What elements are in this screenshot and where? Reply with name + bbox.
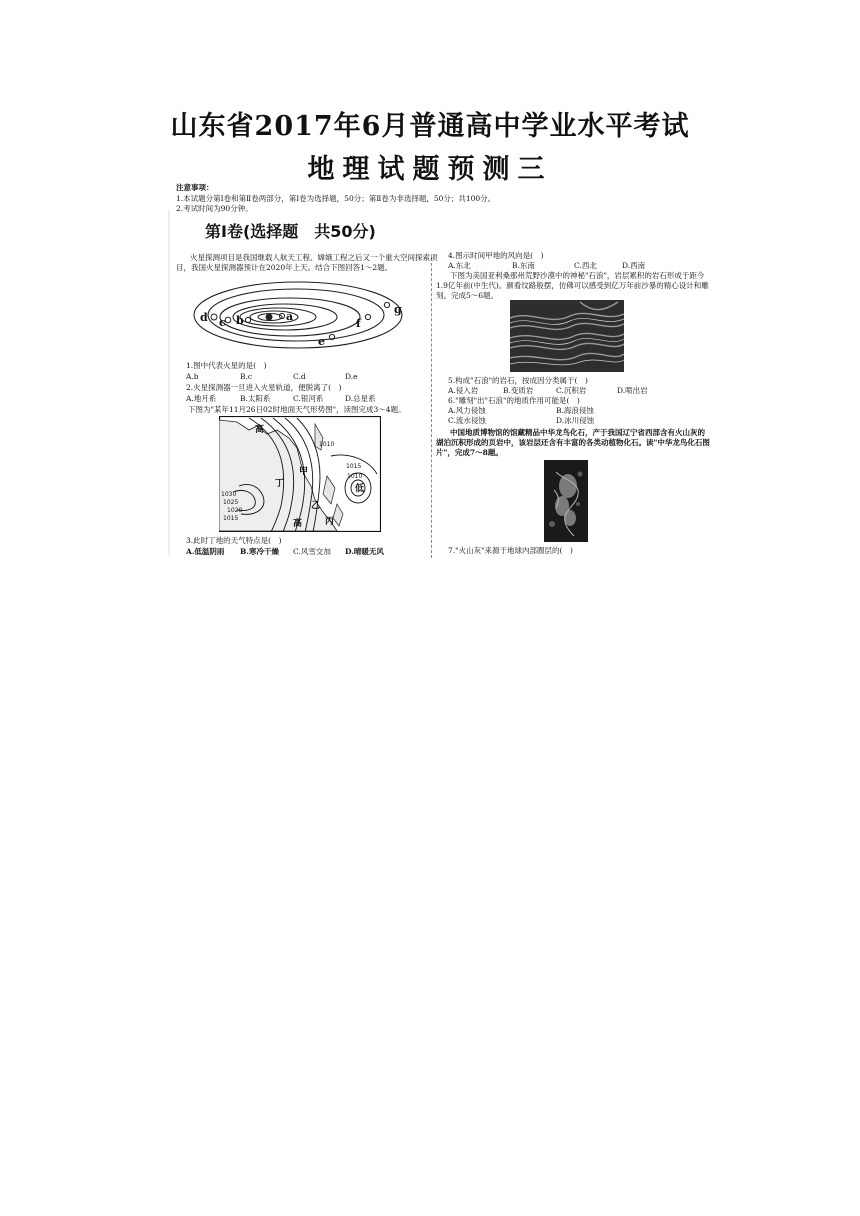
orbit-label-c: c <box>219 316 226 329</box>
stone-wave-photo <box>510 300 624 372</box>
q1-option-c: C.d <box>293 372 306 381</box>
isobar-1015-east: 1015 <box>346 463 362 470</box>
question-5: 5.构成"石浪"的岩石，按成因分类属于( ) <box>448 376 588 385</box>
orbit-label-e: e <box>318 335 325 348</box>
q4-option-c: C.西北 <box>574 261 597 270</box>
q3-option-d: D.晴暖无风 <box>345 547 384 556</box>
map-label-ding: 丁 <box>275 479 285 489</box>
question-7: 7."火山灰"来源于地球内部圈层的( ) <box>448 546 573 555</box>
notes-line-1: 1.本试题分第Ⅰ卷和第Ⅱ卷两部分，第Ⅰ卷为选择题，50分；第Ⅱ卷为非选择题，50分；共100分。 <box>176 194 496 203</box>
stone-wave-intro-line-1: 下图为美国亚利桑那州荒野沙漠中的神秘"石浪"，岩层累积的岩石形成于距今 <box>450 271 705 280</box>
question-6: 6."雕刻"出"石浪"的地质作用可能是( ) <box>448 396 580 405</box>
fossil-intro-line-1: 中国地质博物馆的馆藏精品中华龙鸟化石，产于我国辽宁省西部含有火山灰的 <box>450 428 705 437</box>
question-4: 4.图示时间甲地的风向是( ) <box>448 251 544 260</box>
orbit-label-d: d <box>200 311 208 324</box>
map-label-high-south: 高 <box>293 519 303 529</box>
q2-option-a: A.地月系 <box>186 394 217 403</box>
q5-option-b: B.变质岩 <box>503 386 534 395</box>
q5-option-d: D.喷出岩 <box>617 386 648 395</box>
orbit-label-a: a <box>286 310 294 323</box>
q6-option-a: A.风力侵蚀 <box>448 406 486 415</box>
q3-option-c: C.风雪交加 <box>293 547 331 556</box>
q1-option-b: B.c <box>240 372 253 381</box>
orbit-label-b: b <box>236 314 244 327</box>
fossil-intro-line-2: 湖泊沉积形成的页岩中，该岩层还含有丰富的各类动植物化石。读"中华龙鸟化石图 <box>436 438 710 447</box>
q4-option-b: B.东南 <box>512 261 535 270</box>
isobar-1010-north: 1010 <box>319 441 335 448</box>
isobar-1025: 1025 <box>223 499 239 506</box>
page-subtitle: 地理试题预测三 <box>307 154 553 185</box>
stone-wave-intro-line-2: 1.9亿年前(中生代)。颜看纹路般摆，仿佛可以感受到亿万年前沙暴的精心设计和雕 <box>436 281 709 290</box>
page-title: 山东省2017年6月普通高中学业水平考试 <box>170 111 690 142</box>
stone-wave-intro-line-3: 刻。完成5～6题。 <box>436 291 499 300</box>
map-label-low: 低 <box>355 484 365 494</box>
notes-heading: 注意事项： <box>176 183 214 192</box>
q2-option-c: C.银河系 <box>293 394 324 403</box>
map-label-high-north: 高 <box>255 425 265 435</box>
fossil-intro-line-3: 片"，完成7～8题。 <box>436 448 503 457</box>
mars-intro-line-2: 目，我国火星探测器预计在2020年上天。结合下图回答1～2题。 <box>176 263 393 272</box>
map-label-yi: 乙 <box>311 501 321 511</box>
q6-option-c: C.流水侵蚀 <box>448 416 486 425</box>
question-3: 3.此时丁地的天气特点是( ) <box>186 536 282 545</box>
weather-map <box>219 416 381 532</box>
fossil-photo <box>544 460 588 542</box>
mars-intro-line-1: 火星探测项目是我国继载人航天工程、嫦娥工程之后又一个重大空间探索项 <box>190 253 438 262</box>
q5-option-c: C.沉积岩 <box>556 386 587 395</box>
q1-option-d: D.e <box>345 372 358 381</box>
q6-option-d: D.冰川侵蚀 <box>556 416 595 425</box>
column-divider <box>431 258 432 558</box>
q2-option-b: B.太阳系 <box>240 394 271 403</box>
weather-map-intro: 下图为"某年11月26日02时地面天气形势图"，读图完成3～4题。 <box>188 405 406 414</box>
isobar-1015-west: 1015 <box>223 515 239 522</box>
isobar-1020: 1020 <box>227 507 243 514</box>
map-label-jia: 甲 <box>299 467 309 477</box>
q4-option-a: A.东北 <box>448 261 471 270</box>
map-label-bing: 丙 <box>325 517 335 527</box>
isobar-1030: 1030 <box>221 491 237 498</box>
orbit-label-g: g <box>394 303 402 316</box>
question-2: 2.火星探测器一旦进入火星轨道，便脱离了( ) <box>186 383 342 392</box>
solar-orbit-diagram <box>190 277 415 357</box>
q2-option-d: D.总星系 <box>345 394 376 403</box>
q6-option-b: B.海浪侵蚀 <box>556 406 594 415</box>
orbit-label-f: f <box>356 317 361 330</box>
q3-option-b: B.寒冷干燥 <box>240 547 279 556</box>
q5-option-a: A.侵入岩 <box>448 386 479 395</box>
isobar-1010-east: 1010 <box>347 473 363 480</box>
notes-line-2: 2.考试时间为90分钟。 <box>176 204 253 213</box>
question-1: 1.图中代表火星的是( ) <box>186 361 267 370</box>
q1-option-a: A.b <box>186 372 199 381</box>
q3-option-a: A.低温阴雨 <box>186 547 225 556</box>
q4-option-d: D.西南 <box>622 261 646 270</box>
section-title: 第Ⅰ卷(选择题 共50分) <box>205 222 376 241</box>
